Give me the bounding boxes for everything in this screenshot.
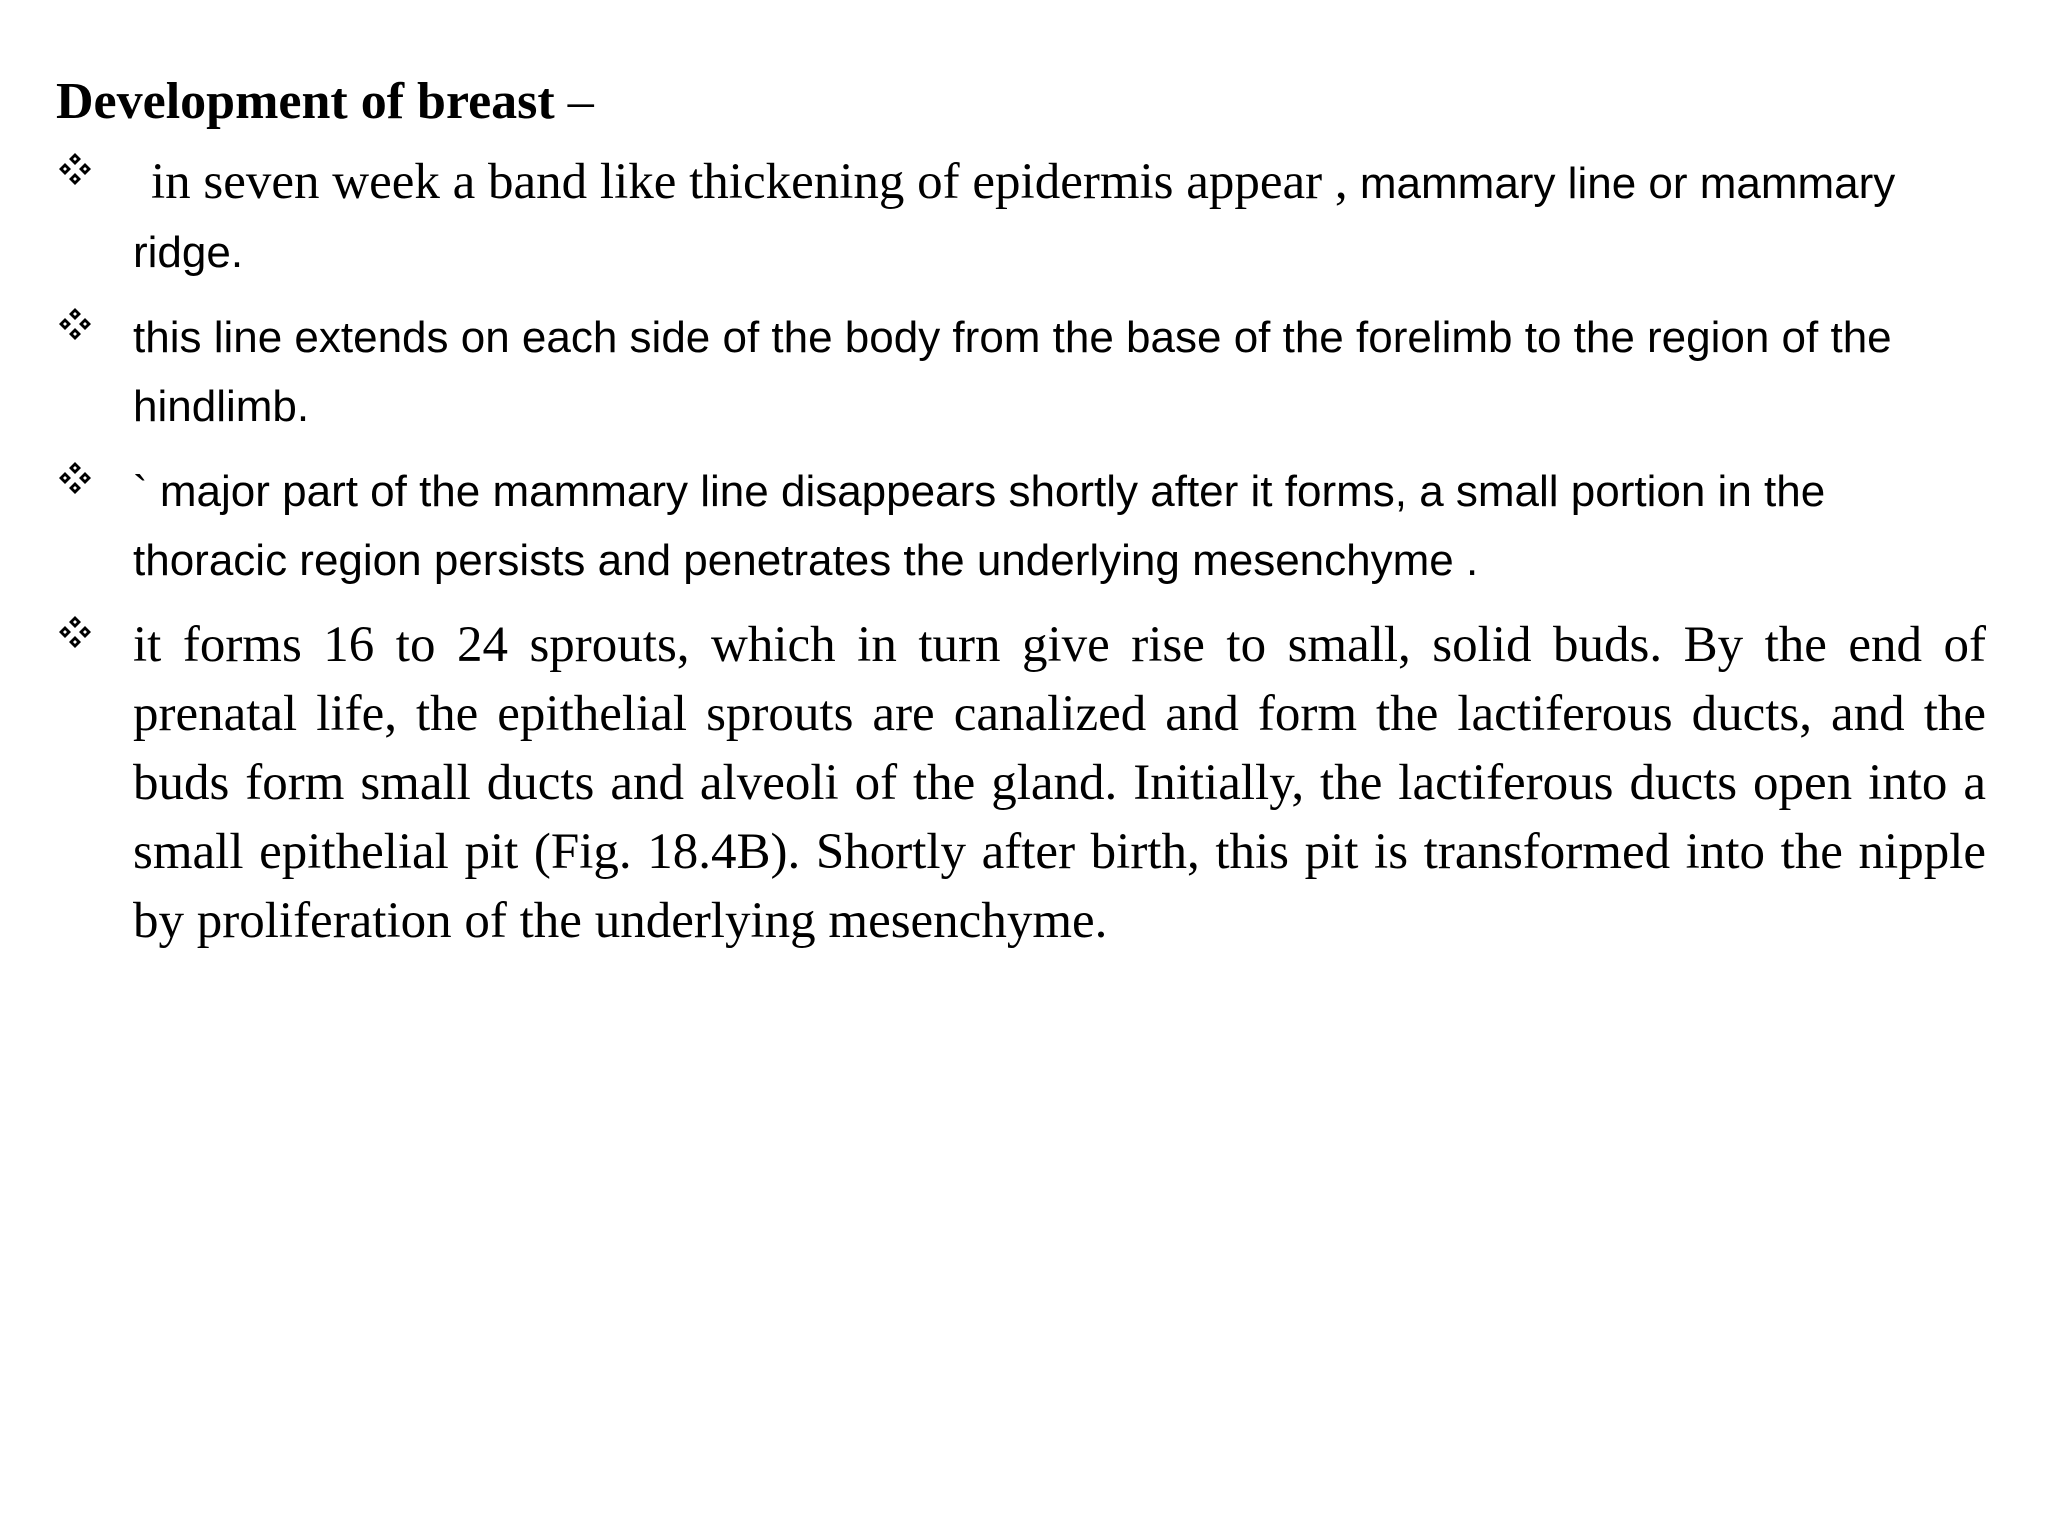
bullet-item-1 (56, 148, 1986, 287)
bullet-text-3: ` major part of the mammary line disappears shortly after it forms, a small portion in the thoracic region persists and penetrates the underlying mesenchyme . (133, 467, 1826, 585)
bullet-list (56, 148, 1986, 972)
slide-title-dash: – (554, 73, 594, 130)
bullet-item-3 (56, 457, 1986, 595)
bullet-item-4 (56, 611, 1986, 956)
bullet-text-1 (133, 148, 1986, 287)
bullet-1-sans-part: mammary line or mammary ridge. (133, 159, 1896, 277)
four-diamond-bullet-icon (58, 615, 92, 649)
bullet-1-serif-part: in seven week a band like thickening of epidermis appear , (151, 154, 1348, 210)
slide-title (56, 70, 594, 134)
four-diamond-bullet-icon (58, 461, 92, 495)
bullet-item-2 (56, 303, 1986, 441)
four-diamond-bullet-icon (58, 152, 92, 186)
slide-title-text: Development of breast (56, 73, 555, 130)
bullet-text-4: it forms 16 to 24 sprouts, which in turn give rise to small, solid buds. By the end of prenatal life, the epithelial sprouts are canalized and form the lactiferous ducts, and the buds form small ducts and alveoli of the gland. Initially, the lactiferous ducts open into a small epithelial pit (Fig. 18.4B). Shortly after birth, this pit is transformed into the nipple by proliferation of the underlying mesenchyme. (133, 617, 1986, 949)
bullet-text-2: this line extends on each side of the body from the base of the forelimb to the region of the hindlimb. (133, 313, 1892, 431)
four-diamond-bullet-icon (58, 307, 92, 341)
